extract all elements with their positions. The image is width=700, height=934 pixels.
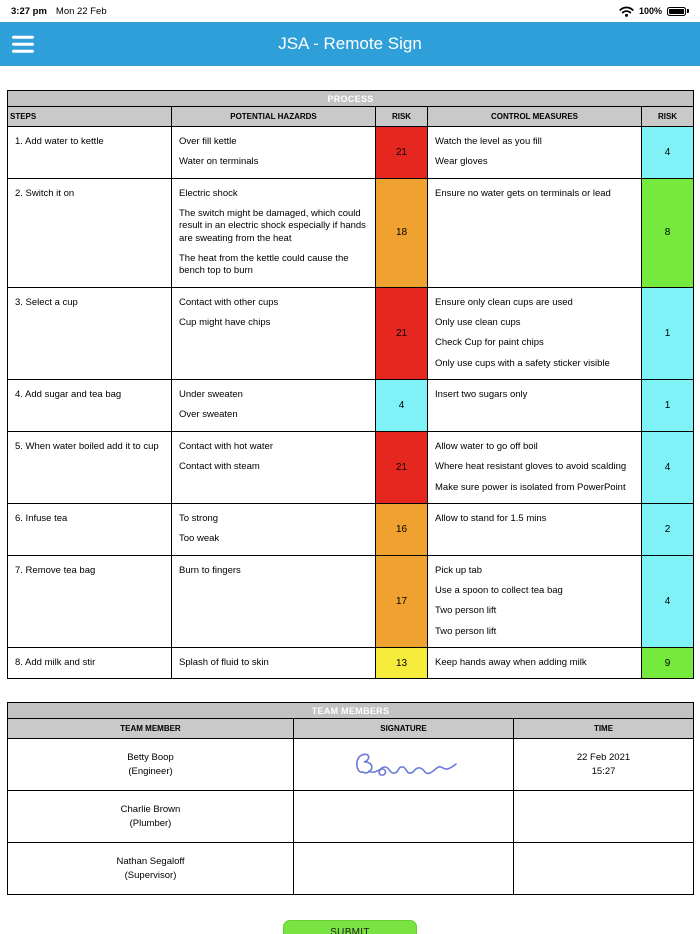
risk-initial-cell: 13 <box>376 647 428 678</box>
measure-text: Check Cup for paint chips <box>435 337 544 349</box>
hamburger-bar <box>12 49 34 53</box>
member-name-text: Betty Boop <box>127 751 174 763</box>
hazard-text: Contact with steam <box>179 461 260 473</box>
control-measures-cell <box>428 647 642 678</box>
step-cell <box>8 287 172 379</box>
measure-text: Keep hands away when adding milk <box>435 656 587 668</box>
signature-cell[interactable] <box>294 791 514 843</box>
process-table-row <box>8 555 694 647</box>
hazard-text: The switch might be damaged, which could result in an electric shock especially if hands are sweating from the heat <box>179 208 366 244</box>
col-header-time: TIME <box>514 719 694 739</box>
hazard-text: Under sweaten <box>179 389 243 401</box>
status-date: Mon 22 Feb <box>55 5 107 17</box>
risk-residual-cell: 9 <box>642 647 694 678</box>
hazard-text: Cup might have chips <box>179 317 271 329</box>
wifi-icon <box>619 6 634 17</box>
step-cell <box>8 178 172 287</box>
sign-time-text: 15:27 <box>591 765 616 777</box>
measure-text: Pick up tab <box>435 564 482 576</box>
measure-text: Use a spoon to collect tea bag <box>435 584 563 596</box>
process-column-header-row <box>8 107 694 127</box>
step-text: 1. Add water to kettle <box>15 136 104 147</box>
battery-percent: 100% <box>638 6 662 16</box>
col-header-signature: SIGNATURE <box>294 719 514 739</box>
risk-residual-cell: 4 <box>642 431 694 503</box>
hamburger-bar <box>12 35 34 39</box>
step-text: 5. When water boiled add it to cup <box>15 440 159 452</box>
step-cell <box>8 127 172 179</box>
measure-text: Allow water to go off boil <box>435 440 538 452</box>
risk-residual-cell: 1 <box>642 380 694 432</box>
hazard-text: Electric shock <box>179 187 238 199</box>
hazard-text: Contact with other cups <box>179 296 279 308</box>
col-header-risk-initial: RISK <box>376 107 428 127</box>
process-table-row <box>8 127 694 179</box>
control-measures-cell <box>428 287 642 379</box>
process-table-row <box>8 431 694 503</box>
control-measures-cell <box>428 127 642 179</box>
risk-residual-cell: 2 <box>642 503 694 555</box>
signature-cell[interactable] <box>294 739 514 791</box>
measure-text: Ensure only clean cups are used <box>435 296 573 308</box>
control-measures-cell <box>428 178 642 287</box>
hazards-cell <box>172 431 376 503</box>
risk-initial-cell: 21 <box>376 287 428 379</box>
team-table-row <box>8 791 694 843</box>
team-member-cell <box>8 739 294 791</box>
risk-initial-cell: 17 <box>376 555 428 647</box>
measure-text: Insert two sugars only <box>435 389 528 401</box>
risk-residual-cell: 1 <box>642 287 694 379</box>
step-text: 3. Select a cup <box>15 296 78 308</box>
step-text: 4. Add sugar and tea bag <box>15 389 122 401</box>
step-text: 8. Add milk and stir <box>15 656 96 668</box>
control-measures-cell <box>428 555 642 647</box>
measure-text: Only use clean cups <box>435 317 521 329</box>
team-section-title: TEAM MEMBERS <box>8 703 694 719</box>
sign-time-cell <box>514 843 694 895</box>
sign-time-cell <box>514 791 694 843</box>
sign-time-cell <box>514 739 694 791</box>
team-member-cell <box>8 843 294 895</box>
process-table-row <box>8 503 694 555</box>
col-header-steps: STEPS <box>8 107 172 127</box>
member-name-text: Charlie Brown <box>120 803 181 815</box>
measure-text: Where heat resistant gloves to avoid scalding <box>435 461 627 473</box>
hazards-cell <box>172 555 376 647</box>
hazard-text: Too weak <box>179 533 220 545</box>
clock: 3:27 pm <box>11 5 47 17</box>
hamburger-bar <box>12 42 34 46</box>
hazards-cell <box>172 647 376 678</box>
member-name-text: Nathan Segaloff <box>116 855 185 867</box>
team-column-header-row <box>8 719 694 739</box>
step-text: 6. Infuse tea <box>15 512 68 524</box>
step-cell <box>8 431 172 503</box>
risk-initial-cell: 21 <box>376 431 428 503</box>
hazard-text: Contact with hot water <box>179 440 273 452</box>
hazard-text: Over sweaten <box>179 409 238 421</box>
hazards-cell <box>172 503 376 555</box>
risk-residual-cell: 8 <box>642 178 694 287</box>
page-title: JSA - Remote Sign <box>278 34 422 53</box>
sign-time-text: 22 Feb 2021 <box>576 751 631 763</box>
risk-initial-cell: 21 <box>376 127 428 179</box>
step-text: 2. Switch it on <box>15 187 75 199</box>
col-header-potential-hazards: POTENTIAL HAZARDS <box>172 107 376 127</box>
measure-text: Two person lift <box>435 605 497 617</box>
submit-button[interactable]: SUBMIT <box>283 920 417 934</box>
hazard-text: The heat from the kettle could cause the bench top to burn <box>179 253 349 277</box>
hazard-text: Water on terminals <box>179 156 259 168</box>
measure-text: Allow to stand for 1.5 mins <box>435 512 547 524</box>
risk-residual-cell: 4 <box>642 555 694 647</box>
main-content <box>0 66 700 934</box>
status-bar <box>0 0 700 22</box>
control-measures-cell <box>428 380 642 432</box>
step-cell <box>8 503 172 555</box>
risk-residual-cell: 4 <box>642 127 694 179</box>
hazards-cell <box>172 287 376 379</box>
team-table-row <box>8 739 694 791</box>
hazard-text: To strong <box>179 512 219 524</box>
control-measures-cell <box>428 503 642 555</box>
process-section-title: PROCESS <box>8 91 694 107</box>
risk-initial-cell: 18 <box>376 178 428 287</box>
signature-image <box>345 746 463 784</box>
measure-text: Only use cups with a safety sticker visible <box>435 357 610 369</box>
step-cell <box>8 647 172 678</box>
app-header <box>0 22 700 66</box>
measure-text: Two person lift <box>435 625 497 637</box>
hazards-cell <box>172 178 376 287</box>
risk-initial-cell: 16 <box>376 503 428 555</box>
process-table-row <box>8 287 694 379</box>
measure-text: Make sure power is isolated from PowerPoint <box>435 481 626 493</box>
member-name-text: (Engineer) <box>128 765 173 777</box>
control-measures-cell <box>428 431 642 503</box>
measure-text: Ensure no water gets on terminals or lead <box>435 187 611 199</box>
measure-text: Watch the level as you fill <box>435 136 542 147</box>
col-header-team-member: TEAM MEMBER <box>8 719 294 739</box>
measure-text: Wear gloves <box>435 156 488 168</box>
hazard-text: Over fill kettle <box>179 136 237 147</box>
hazards-cell <box>172 380 376 432</box>
hazard-text: Burn to fingers <box>179 564 241 576</box>
battery-icon <box>667 7 689 16</box>
col-header-risk-residual: RISK <box>642 107 694 127</box>
process-table-row <box>8 380 694 432</box>
member-name-text: (Supervisor) <box>124 869 177 881</box>
col-header-control-measures: CONTROL MEASURES <box>428 107 642 127</box>
process-table-row <box>8 178 694 287</box>
step-cell <box>8 555 172 647</box>
risk-initial-cell: 4 <box>376 380 428 432</box>
hazard-text: Splash of fluid to skin <box>179 656 269 668</box>
hazards-cell <box>172 127 376 179</box>
step-cell <box>8 380 172 432</box>
team-members-table <box>7 702 694 895</box>
hamburger-menu-button[interactable] <box>12 32 36 57</box>
step-text: 7. Remove tea bag <box>15 564 96 576</box>
signature-cell[interactable] <box>294 843 514 895</box>
team-member-cell <box>8 791 294 843</box>
process-table <box>7 90 694 679</box>
team-table-row <box>8 843 694 895</box>
member-name-text: (Plumber) <box>129 817 172 829</box>
process-table-row <box>8 647 694 678</box>
